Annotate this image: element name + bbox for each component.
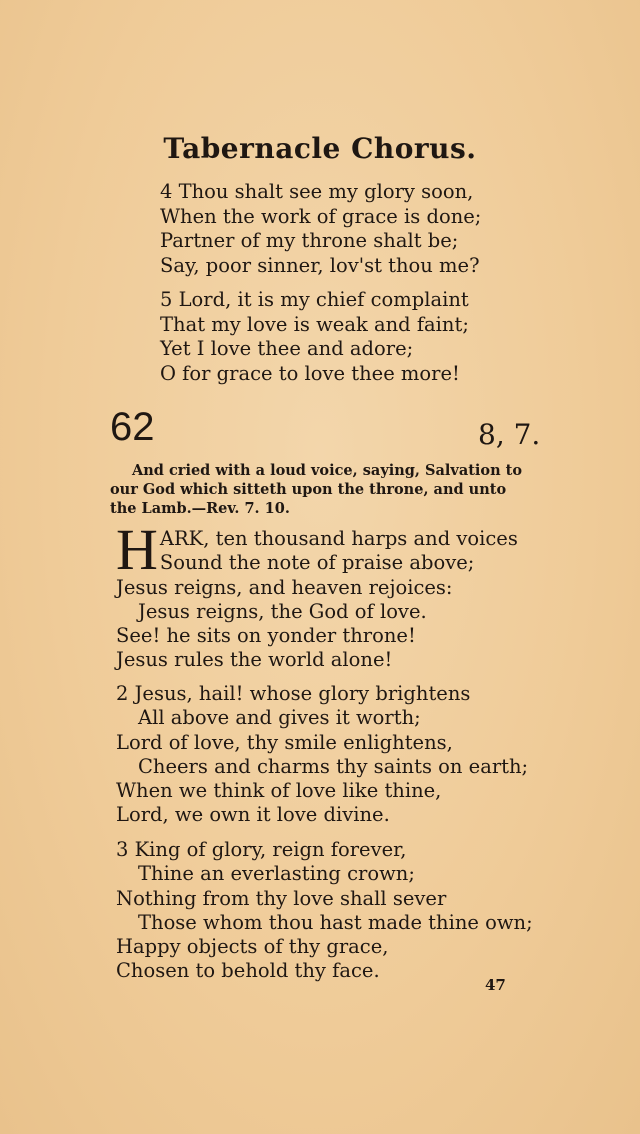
verse-line: Sound the note of praise above; bbox=[159, 551, 475, 575]
first-line-rest: ARK, ten thousand harps and voices bbox=[159, 527, 518, 550]
verse-line: 4 Thou shalt see my glory soon, bbox=[160, 180, 474, 203]
verse-line: See! he sits on yonder throne! bbox=[116, 624, 416, 648]
epigraph-line: the Lamb.—Rev. 7. 10. bbox=[110, 500, 290, 517]
stanza-3 bbox=[116, 838, 533, 984]
verse-line: Jesus reigns, the God of love. bbox=[138, 599, 427, 623]
verse-line: Chosen to behold thy face. bbox=[116, 959, 380, 983]
verse-line: Jesus rules the world alone! bbox=[116, 648, 393, 672]
verse-line: Lord of love, thy smile enlightens, bbox=[116, 730, 453, 754]
verse-line: Yet I love thee and adore; bbox=[160, 337, 414, 360]
verse-line: That my love is weak and faint; bbox=[160, 312, 469, 336]
verse-line: Nothing from thy love shall sever bbox=[116, 886, 447, 910]
verse-line: 5 Lord, it is my chief complaint bbox=[160, 288, 469, 311]
verse-line: Jesus reigns, and heaven rejoices: bbox=[116, 575, 453, 599]
verse-line: O for grace to love thee more! bbox=[160, 361, 460, 385]
page-number: 47 bbox=[485, 976, 506, 994]
verse-line: 2 Jesus, hail! whose glory brightens bbox=[116, 682, 471, 705]
stanza-4 bbox=[160, 180, 481, 278]
verse-line: 3 King of glory, reign forever, bbox=[116, 838, 407, 861]
epigraph bbox=[110, 461, 540, 518]
verse-line: Happy objects of thy grace, bbox=[116, 935, 389, 959]
drop-cap: H bbox=[116, 517, 158, 582]
stanza-2 bbox=[116, 682, 528, 828]
verse-line: All above and gives it worth; bbox=[138, 706, 421, 730]
verse-line: Say, poor sinner, lov'st thou me? bbox=[160, 253, 480, 277]
verse-line: Those whom thou hast made thine own; bbox=[138, 910, 533, 934]
verse-line: Cheers and charms thy saints on earth; bbox=[138, 754, 529, 778]
verse-line: Partner of my throne shalt be; bbox=[160, 229, 459, 252]
hymn-meter: 8, 7. bbox=[478, 418, 541, 451]
epigraph-line: our God which sitteth upon the throne, and unto bbox=[110, 481, 507, 498]
verse-line: Lord, we own it love divine. bbox=[116, 803, 390, 827]
hymn-number: 62 bbox=[110, 405, 155, 449]
verse-line: When the work of grace is done; bbox=[160, 204, 482, 228]
stanza-1 bbox=[116, 517, 518, 673]
verse-line: When we think of love like thine, bbox=[116, 779, 442, 803]
verse-line: Thine an everlasting crown; bbox=[138, 862, 415, 886]
running-header: Tabernacle Chorus. bbox=[163, 132, 477, 165]
epigraph-line: And cried with a loud voice, saying, Salvation to bbox=[132, 462, 523, 479]
stanza-5 bbox=[160, 288, 469, 386]
